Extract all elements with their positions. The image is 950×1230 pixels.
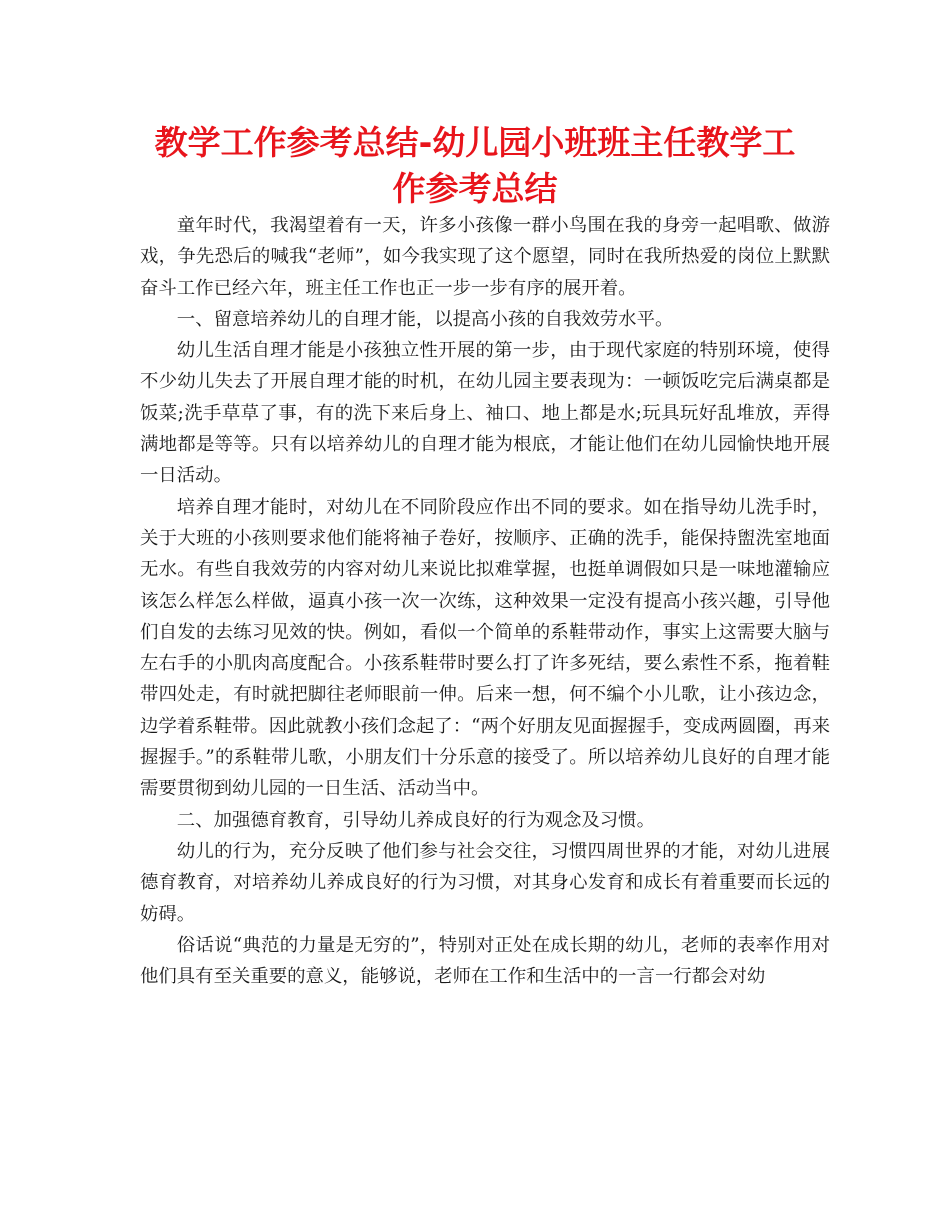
paragraph-role-model: 俗话说“典范的力量是无穷的”，特别对正处在成长期的幼儿，老师的表率作用对他们具有至关重要的意义，能够说，老师在工作和生活中的一言一行都会对幼	[140, 934, 830, 988]
paragraph-moral-education: 幼儿的行为，充分反映了他们参与社会交往，习惯四周世界的才能，对幼儿进展德育教育，对培养幼儿养成良好的行为习惯，对其身心发育和成长有着重要而长远的妨碍。	[140, 840, 830, 925]
section-heading-moral-education: 二、加强德育教育，引导幼儿养成良好的行为观念及习惯。	[176, 809, 655, 831]
section-heading-self-care: 一、留意培养幼儿的自理才能，以提高小孩的自我效劳水平。	[176, 308, 674, 330]
paragraph-intro: 童年时代，我渴望着有一天，许多小孩像一群小鸟围在我的身旁一起唱歌、做游戏，争先恐后的喊我“老师”，如今我实现了这个愿望，同时在我所热爱的岗位上默默奋斗工作已经六年，班主任工作也正一步一步有序的展开着。	[140, 215, 830, 299]
document-body	[140, 210, 830, 992]
paragraph-self-care: 幼儿生活自理才能是小孩独立性开展的第一步，由于现代家庭的特别环境，使得不少幼儿失去了开展自理才能的时机，在幼儿园主要表现为：一顿饭吃完后满桌都是饭菜;洗手草草了事，有的洗下来后身上、袖口、地上都是水;玩具玩好乱堆放，弄得满地都是等等。只有以培养幼儿的自理才能为根底，才能让他们在幼儿园愉快地开展一日活动。	[140, 340, 830, 487]
paragraph-self-care-training: 培养自理才能时，对幼儿在不同阶段应作出不同的要求。如在指导幼儿洗手时，关于大班的小孩则要求他们能将袖子卷好，按顺序、正确的洗手，能保持盥洗室地面无水。有些自我效劳的内容对幼儿来说比拟难掌握，也挺单调假如只是一味地灌输应该怎么样怎么样做，逼真小孩一次一次练，这种效果一定没有提高小孩兴趣，引导他们自发的去练习见效的快。例如，看似一个简单的系鞋带动作，事实上这需要大脑与左右手的小肌肉高度配合。小孩系鞋带时要么打了许多死结，要么索性不系，拖着鞋带四处走，有时就把脚往老师眼前一伸。后来一想，何不编个小儿歌，让小孩边念，边学着系鞋带。因此就教小孩们念起了：“两个好朋友见面握握手，变成两圆圈，再来握握手。”的系鞋带儿歌，小朋友们十分乐意的接受了。所以培养幼儿良好的自理才能需要贯彻到幼儿园的一日生活、活动当中。	[140, 496, 830, 800]
document-title: 教学工作参考总结-幼儿园小班班主任教学工作参考总结	[154, 123, 796, 208]
